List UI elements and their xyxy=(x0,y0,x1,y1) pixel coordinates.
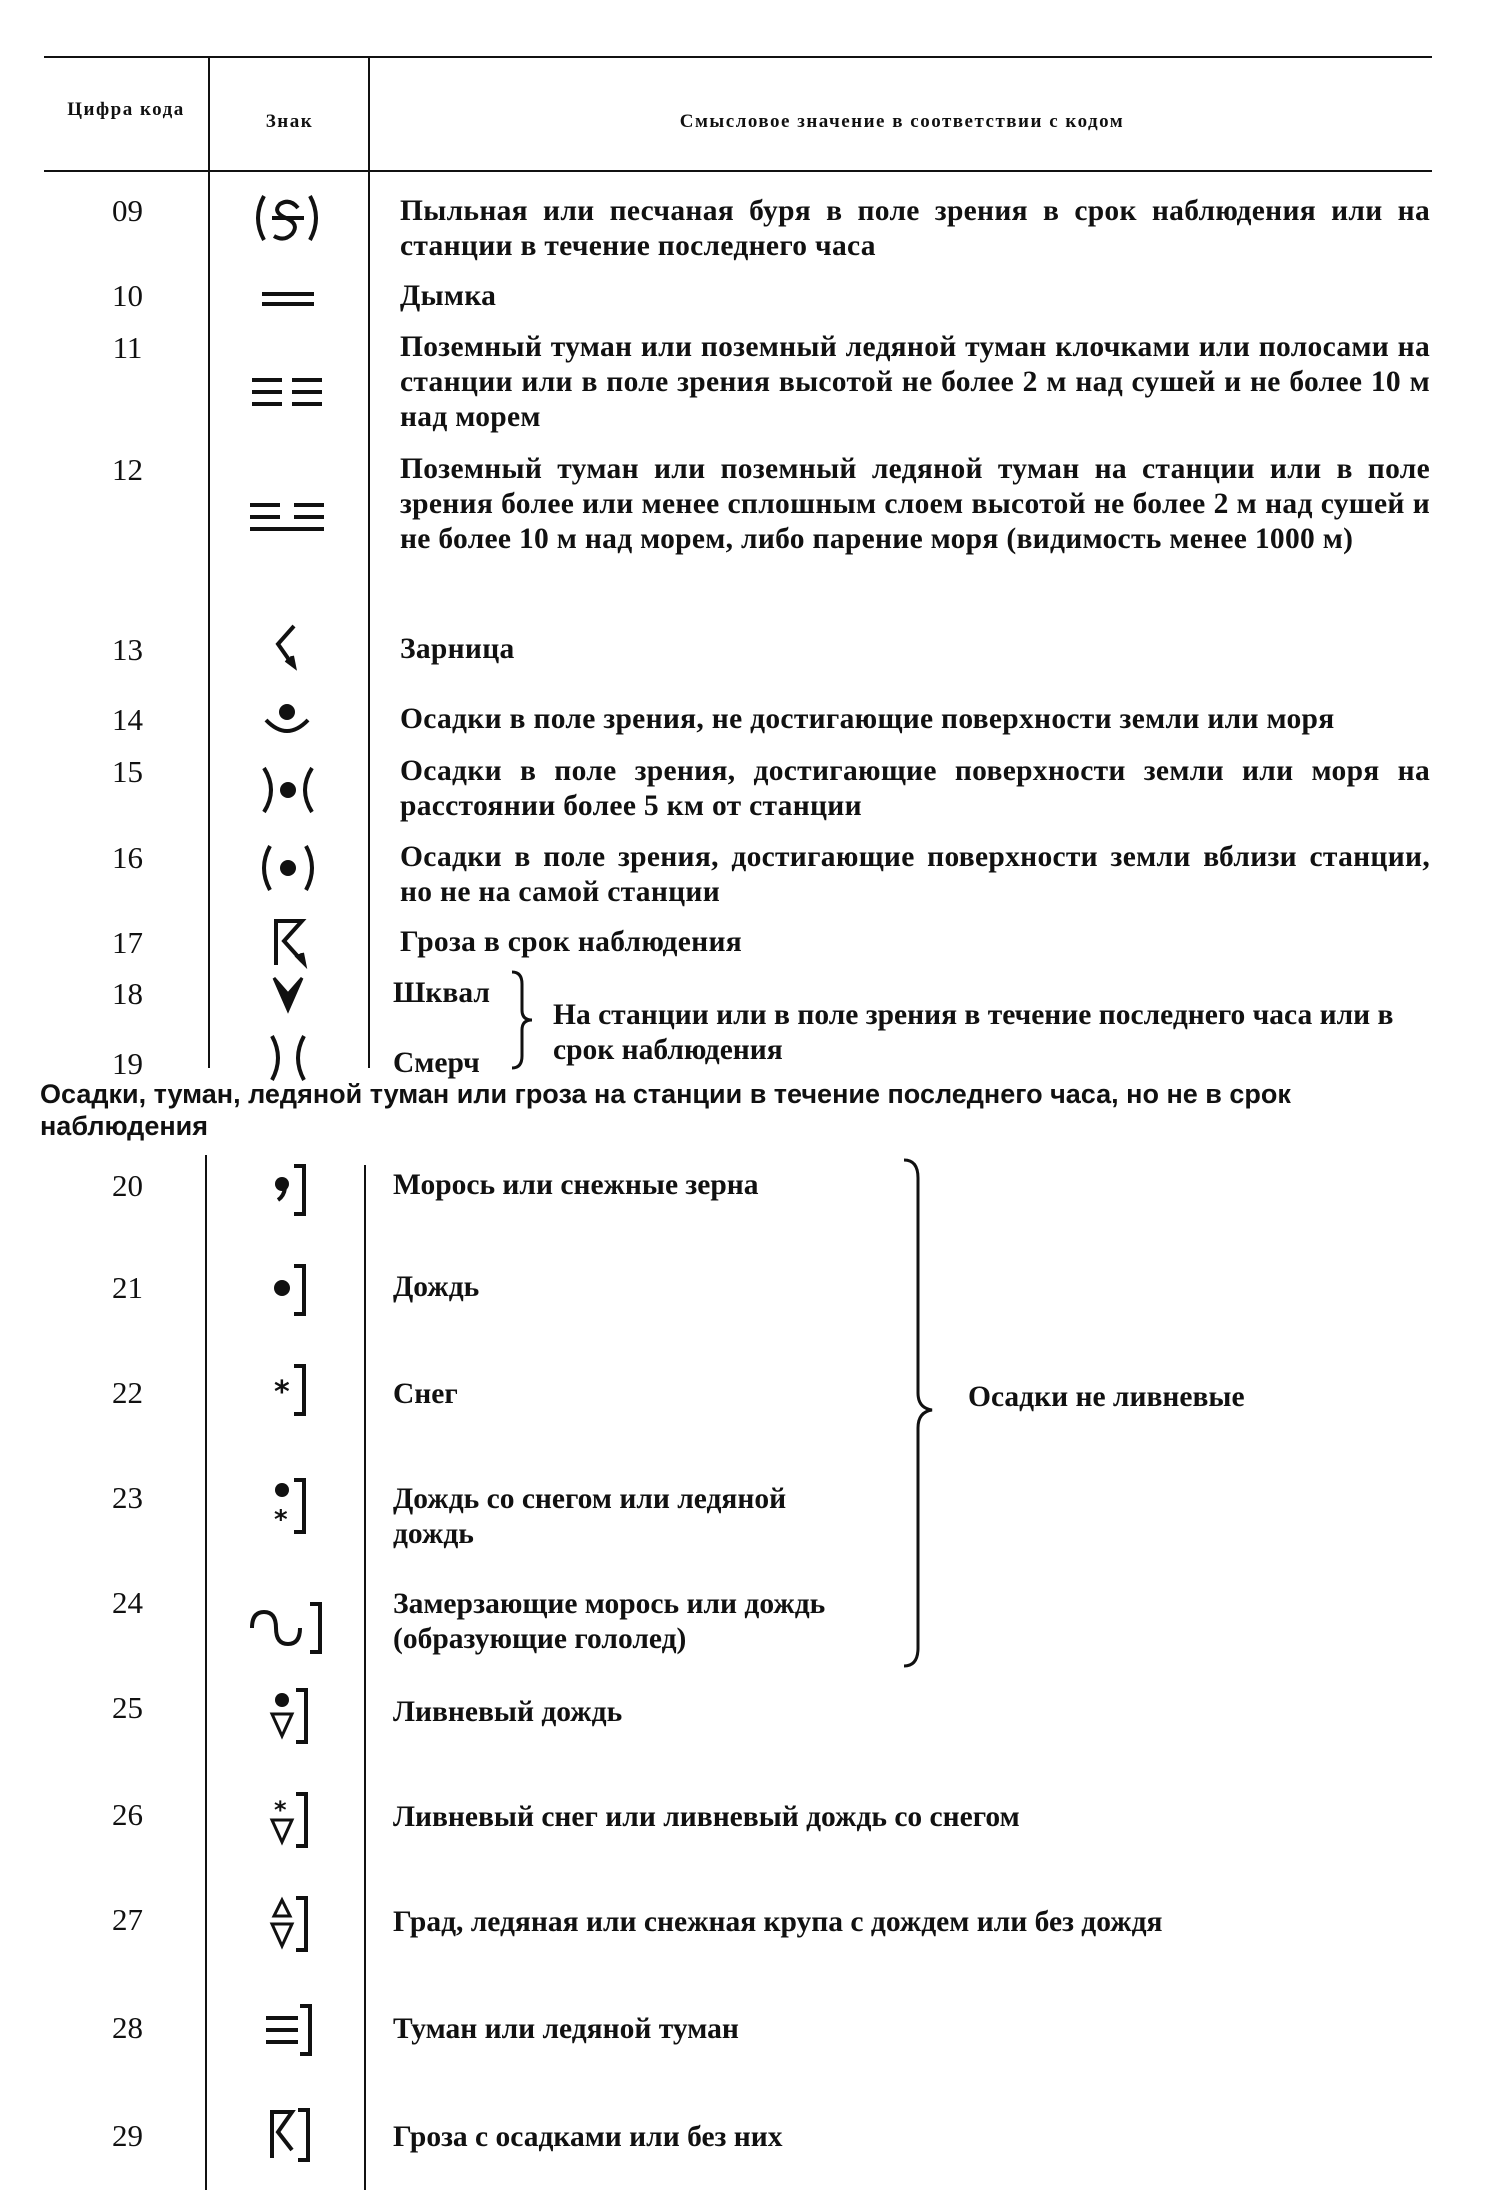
header-bottom-rule xyxy=(44,170,1432,172)
row-code: 18 xyxy=(112,976,143,1011)
row-code: 12 xyxy=(112,452,143,487)
column-divider-2 xyxy=(368,56,370,1068)
header-sign: Знак xyxy=(265,111,314,132)
row-text: Поземный туман или поземный ледяной туман клочками или полосами на станции или в поле зрения высотой не более 2 м над сушей и не более 10 м над морем xyxy=(400,331,1430,433)
column-divider-1-lower xyxy=(205,1155,207,2190)
row-text: Град, ледяная или снежная крупа с дождем или без дождя xyxy=(393,1906,1163,1938)
svg-text:*: * xyxy=(274,1796,287,1824)
row-text: Зарница xyxy=(400,633,515,665)
patchy-shallow-fog-icon xyxy=(222,368,352,424)
row-code: 10 xyxy=(112,278,143,313)
row-code: 24 xyxy=(112,1585,143,1620)
row-text: Осадки в поле зрения, достигающие поверхности земли вблизи станции, но не на самой станции xyxy=(400,841,1430,908)
row-code: 16 xyxy=(112,840,143,875)
row-code: 27 xyxy=(112,1902,143,1937)
row-text: Снег xyxy=(393,1378,458,1410)
row-text: Гроза в срок наблюдения xyxy=(400,926,743,958)
svg-text:*: * xyxy=(274,1505,288,1534)
header-code: Цифра кода xyxy=(67,99,185,120)
row-code: 09 xyxy=(112,193,143,228)
rain-past-icon xyxy=(222,1262,352,1318)
group-brace-18-19 xyxy=(508,970,538,1070)
row-code: 28 xyxy=(112,2010,143,2045)
snow-shower-past-icon xyxy=(222,1792,352,1848)
row-text: Замерзающие морось или дождь (образующие гололед) xyxy=(393,1588,826,1655)
thunderstorm-icon xyxy=(222,915,352,971)
row-code: 13 xyxy=(112,632,143,667)
row-text: Дымка xyxy=(400,280,497,312)
hail-shower-past-icon xyxy=(222,1896,352,1952)
row-text: Дождь xyxy=(393,1271,480,1303)
squall-icon xyxy=(222,968,352,1024)
haze-mist-icon xyxy=(222,270,352,326)
distant-precipitation-icon xyxy=(222,762,352,818)
continuous-shallow-fog-icon xyxy=(222,495,352,551)
row-text: Морось или снежные зерна xyxy=(393,1169,759,1201)
row-text: Шквал xyxy=(393,977,490,1009)
lightning-icon xyxy=(222,622,352,678)
row-text: Туман или ледяной туман xyxy=(393,2013,739,2045)
row-text: Ливневый дождь xyxy=(393,1696,623,1728)
table-top-rule xyxy=(44,56,1432,58)
row-code: 17 xyxy=(112,925,143,960)
group-text-18-19: На станции или в поле зрения в течение последнего часа или в срок наблюдения xyxy=(553,999,1394,1066)
row-code: 11 xyxy=(112,330,143,365)
row-text: Гроза с осадками или без них xyxy=(393,2121,783,2153)
row-text: Ливневый снег или ливневый дождь со снегом xyxy=(393,1801,1020,1833)
row-code: 26 xyxy=(112,1797,143,1832)
snow-past-icon xyxy=(222,1362,352,1418)
svg-text:*: * xyxy=(274,1375,290,1410)
row-text: Смерч xyxy=(393,1047,480,1079)
row-code: 23 xyxy=(112,1480,143,1515)
rain-snow-past-icon xyxy=(222,1478,352,1534)
row-code: 21 xyxy=(112,1270,143,1305)
header-meaning: Смысловое значение в соответствии с кодом xyxy=(679,111,1125,132)
fog-past-icon xyxy=(222,2002,352,2058)
row-text: Поземный туман или поземный ледяной туман на станции или в поле зрения более или менее сплошным слоем высотой не более 2 м над сушей и не более 10 м над морем, либо парение моря (видимость менее 1000 м) xyxy=(400,453,1430,555)
row-text: Дождь со снегом или ледяной дождь xyxy=(393,1483,787,1550)
column-divider-1 xyxy=(208,56,210,1068)
row-code: 15 xyxy=(112,754,143,789)
section-title: Осадки, туман, ледяной туман или гроза на станции в течение последнего часа, но не в срок наблюдения xyxy=(40,1079,1291,1141)
rain-shower-past-icon xyxy=(222,1688,352,1744)
drizzle-past-icon xyxy=(222,1162,352,1218)
row-code: 14 xyxy=(112,702,143,737)
row-code: 25 xyxy=(112,1690,143,1725)
row-code: 22 xyxy=(112,1375,143,1410)
column-divider-2-lower xyxy=(364,1165,366,2190)
row-code: 20 xyxy=(112,1168,143,1203)
row-code: 19 xyxy=(112,1046,143,1081)
nearby-precipitation-icon xyxy=(222,840,352,896)
freezing-precip-past-icon xyxy=(222,1600,352,1656)
row-code: 29 xyxy=(112,2118,143,2153)
virga-icon xyxy=(222,690,352,746)
thunderstorm-past-icon xyxy=(222,2106,352,2162)
row-text: Осадки в поле зрения, не достигающие поверхности земли или моря xyxy=(400,703,1335,735)
row-text: Пыльная или песчаная буря в поле зрения в срок наблюдения или на станции в течение последнего часа xyxy=(400,195,1430,262)
group-text-20-24: Осадки не ливневые xyxy=(968,1381,1245,1413)
group-brace-20-24 xyxy=(900,1158,940,1668)
dust-storm-icon xyxy=(222,190,352,246)
row-text: Осадки в поле зрения, достигающие поверхности земли или моря на расстоянии более 5 км от станции xyxy=(400,755,1430,822)
